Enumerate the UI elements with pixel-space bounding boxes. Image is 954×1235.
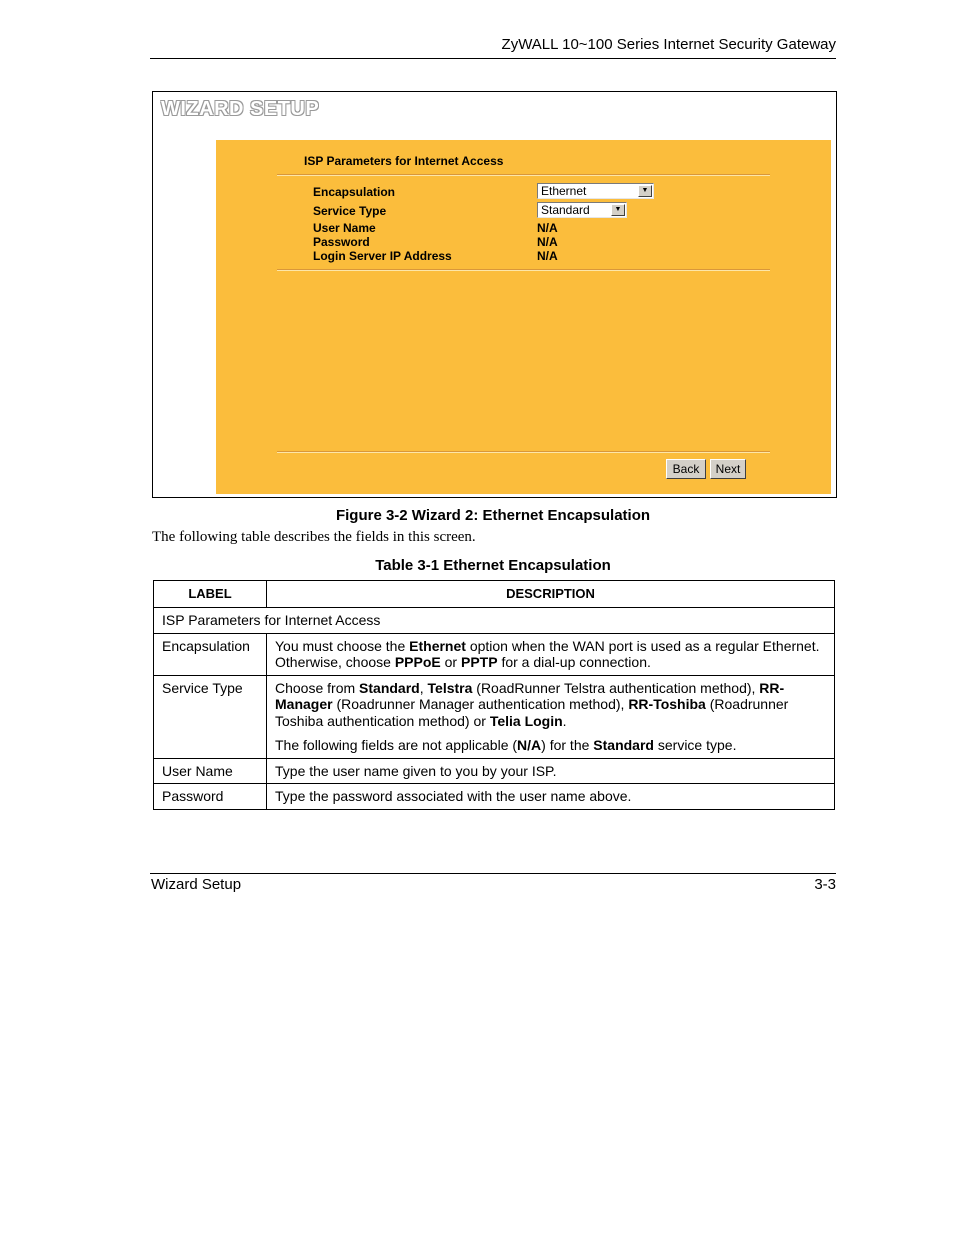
chevron-down-icon[interactable]: ▼ (638, 185, 652, 197)
panel-heading: ISP Parameters for Internet Access (304, 154, 504, 168)
description-cell: You must choose the Ethernet option when the WAN port is used as a regular Ethernet. Otherwise, choose PPPoE or PPTP for a dial-up connection. (267, 633, 835, 675)
table-row (154, 675, 835, 758)
login-server-label: Login Server IP Address (313, 249, 452, 263)
chevron-down-icon[interactable]: ▼ (611, 204, 625, 216)
service-type-select-value: Standard (541, 203, 590, 217)
user-name-label: User Name (313, 221, 376, 235)
description-paragraph: The following fields are not applicable (N/A) for the Standard service type. (275, 737, 737, 753)
column-header-label: LABEL (154, 581, 267, 608)
service-type-label: Service Type (313, 204, 387, 218)
page-number: 3-3 (814, 876, 836, 893)
description-cell: Type the password associated with the user name above. (267, 784, 835, 810)
fields-table (153, 580, 835, 810)
panel-top-divider (277, 174, 770, 176)
description-cell: Type the user name given to you by your ISP. (267, 758, 835, 784)
panel-middle-divider (277, 269, 770, 271)
login-server-value: N/A (537, 249, 558, 263)
next-button[interactable]: Next (710, 459, 746, 479)
panel-bottom-divider (277, 451, 770, 453)
header-title: ZyWALL 10~100 Series Internet Security Gateway (501, 36, 836, 53)
table-row (154, 633, 835, 675)
encapsulation-select-value: Ethernet (541, 184, 587, 198)
running-footer (150, 873, 836, 896)
table-header-row (154, 581, 835, 608)
column-header-description: DESCRIPTION (267, 581, 835, 608)
wizard-screenshot (152, 91, 837, 498)
user-name-value: N/A (537, 221, 558, 235)
wizard-title: WIZARD SETUP (161, 98, 320, 120)
table-caption: Table 3-1 Ethernet Encapsulation (375, 557, 611, 574)
label-cell: Encapsulation (154, 633, 267, 675)
table-row (154, 758, 835, 784)
description-paragraph: Choose from Standard, Telstra (RoadRunner Telstra authentication method), RR-Manager (Roadrunner Manager authentication method), RR-Toshiba (Roadrunner Toshiba authentication method) or Telia Login. (275, 679, 789, 729)
back-button[interactable]: Back (666, 459, 706, 479)
figure-caption: Figure 3-2 Wizard 2: Ethernet Encapsulation (335, 507, 651, 524)
label-cell: User Name (154, 758, 267, 784)
isp-parameters-panel (216, 140, 831, 494)
password-label: Password (313, 235, 370, 249)
label-cell: Password (154, 784, 267, 810)
encapsulation-label: Encapsulation (313, 185, 396, 199)
table-row (154, 784, 835, 810)
description-cell (267, 675, 835, 758)
label-cell: Service Type (154, 675, 267, 758)
running-header (150, 36, 836, 59)
service-type-select[interactable] (537, 202, 627, 218)
section-row-cell: ISP Parameters for Internet Access (154, 608, 835, 634)
password-value: N/A (537, 235, 558, 249)
table-row (154, 608, 835, 634)
intro-paragraph: The following table describes the fields in this screen. (152, 529, 476, 545)
footer-section: Wizard Setup (151, 876, 242, 893)
encapsulation-select[interactable] (537, 183, 654, 199)
